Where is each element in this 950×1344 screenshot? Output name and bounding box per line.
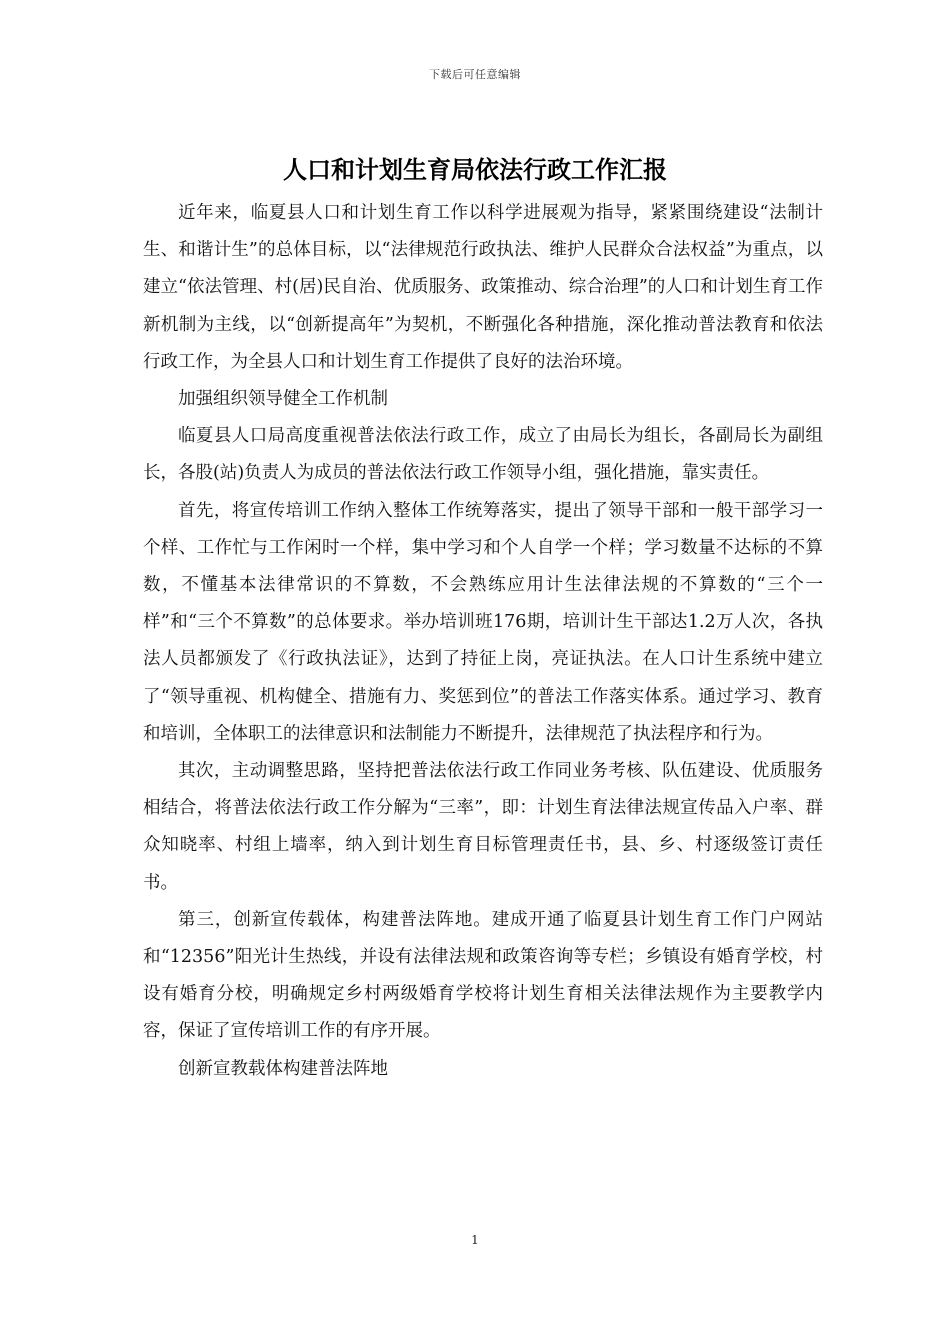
section-heading-organization: 加强组织领导健全工作机制 [178,389,388,410]
section-heading-publicity-carrier: 创新宣教载体构建普法阵地 [178,1058,388,1079]
paragraph-third-publicity: 第三，创新宣传载体，构建普法阵地。建成开通了临夏县计划生育工作门户网站和“12356”阳光计生热线，并设有法律法规和政策咨询等专栏；乡镇设有婚育学校，村设有婚育分校，明确规定乡村两级婚育学校将计划生育相关法律法规作为主要教学内容，保证了宣传培训工作的有序开展。 [143,909,823,1042]
paragraph-intro: 近年来，临夏县人口和计划生育工作以科学进展观为指导，紧紧围绕建设“法制计生、和谐计生”的总体目标，以“法律规范行政执法、维护人民群众合法权益”为重点，以建立“依法管理、村(居)民自治、优质服务、政策推动、综合治理”的人口和计划生育工作新机制为主线，以“创新提高年”为契机，不断强化各种措施，深化推动普法教育和依法行政工作，为全县人口和计划生育工作提供了良好的法治环境。 [143,203,823,372]
paragraph-second-three-rates: 其次，主动调整思路，坚持把普法依法行政工作同业务考核、队伍建设、优质服务相结合，将普法依法行政工作分解为“三率”，即：计划生育法律法规宣传品入户率、群众知晓率、村组上墙率，纳入到计划生育目标管理责任书，县、乡、村逐级签订责任书。 [143,761,823,893]
paragraph-first-training: 首先，将宣传培训工作纳入整体工作统筹落实，提出了领导干部和一般干部学习一个样、工作忙与工作闲时一个样，集中学习和个人自学一个样；学习数量不达标的不算数，不懂基本法律常识的不算数，不会熟练应用计生法律法规的不算数的“三个一样”和“三个不算数”的总体要求。举办培训班176期，培训计生干部达1.2万人次，各执法人员都颁发了《行政执法证》，达到了持征上岗，亮证执法。在人口计生系统中建立了“领导重视、机构健全、措施有力、奖惩到位”的普法工作落实体系。通过学习、教育和培训，全体职工的法律意识和法制能力不断提升，法律规范了执法程序和行为。 [143,500,823,744]
document-title: 人口和计划生育局依法行政工作汇报 [283,155,667,184]
page-number: 1 [471,1233,479,1247]
document-body [143,195,823,1088]
paragraph-leadership-group: 临夏县人口局高度重视普法依法行政工作，成立了由局长为组长，各副局长为副组长，各股(站)负责人为成员的普法依法行政工作领导小组，强化措施，靠实责任。 [143,426,823,484]
page-header-note: 下载后可任意编辑 [429,68,521,81]
